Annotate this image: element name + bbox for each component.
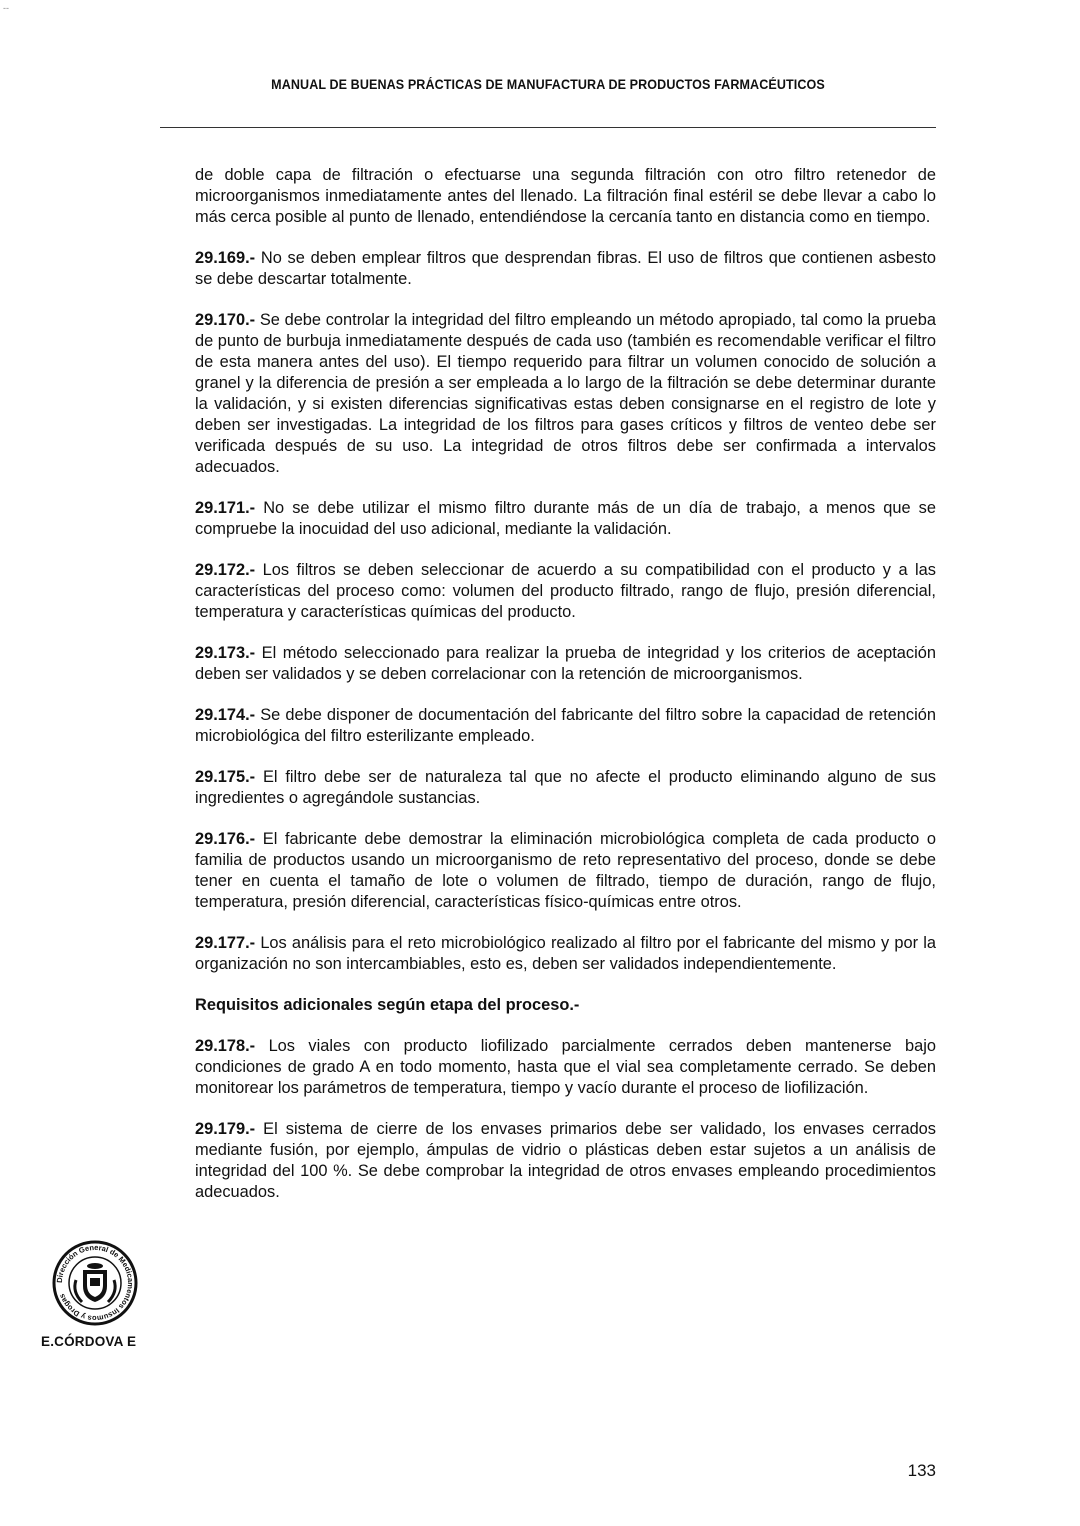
paragraph-number: 29.178.- [195, 1037, 256, 1055]
paragraph-number: 29.174.- [195, 706, 256, 724]
paragraph-29-175 [195, 767, 936, 809]
paragraph-number: 29.169.- [195, 249, 256, 267]
paragraph-text: No se deben emplear filtros que desprendan fibras. El uso de filtros que contienen asbesto se debe descartar totalmente. [195, 249, 936, 288]
paragraph-number: 29.177.- [195, 934, 256, 952]
paragraph-number: 29.176.- [195, 830, 256, 848]
paragraph-number: 29.171.- [195, 499, 256, 517]
paragraph-text: El método seleccionado para realizar la prueba de integridad y los criterios de aceptación deben ser validados y se deben correlacionar con la retención de microorganismos. [195, 644, 936, 683]
paragraph-29-170 [195, 310, 936, 478]
paragraph-text: Los filtros se deben seleccionar de acuerdo a su compatibilidad con el producto y a las características del proceso como: volumen del producto filtrado, rango de flujo, presión diferencial, temperatura y características químicas del producto. [195, 561, 936, 621]
section-heading: Requisitos adicionales según etapa del proceso.- [195, 996, 580, 1014]
page-number: 133 [907, 1461, 936, 1480]
paragraph-text: El fabricante debe demostrar la eliminación microbiológica completa de cada producto o familia de productos usando un microorganismo de reto representativo del proceso, donde se debe tener en cuenta el tamaño de lote o volumen de filtrado, tiempo de duración, rango de flujo, temperatura, presión diferencial, características físico-químicas entre otros. [195, 830, 936, 911]
paragraph-29-176 [195, 829, 936, 913]
seal-text: Dirección General de Medicamentos Insumos y Drogas [54, 1242, 136, 1324]
paragraph-number: 29.170.- [195, 311, 256, 329]
paragraph-29-179 [195, 1119, 936, 1203]
paragraph-text: El sistema de cierre de los envases primarios debe ser validado, los envases cerrados mediante fusión, por ejemplo, ámpulas de vidrio o plásticas deben estar sujetos a un análisis de integridad del 100 %. Se debe comprobar la integridad de otros envases empleando procedimientos adecuados. [195, 1120, 936, 1201]
scan-mark: -- [3, 3, 9, 13]
paragraph-29-177 [195, 933, 936, 975]
document-body [195, 165, 936, 1223]
paragraph-text: Se debe controlar la integridad del filtro empleando un método apropiado, tal como la prueba de punto de burbuja inmediatamente después de cada uso (también es recomendable verificar el filtro de esta manera antes del uso). El tiempo requerido para filtrar un volumen conocido de solución a granel y la diferencia de presión a ser empleada a lo largo de la filtración se debe determinar durante la validación, y si existen diferencias significativas estas deben consignarse en el registro de lote y deben ser investigadas. La integridad de los filtros para gases críticos y filtros de venteo debe ser verificada después de su uso. La integridad de otros filtros debe ser confirmada a intervalos adecuados. [195, 311, 936, 476]
signature-name: E.CÓRDOVA E [41, 1334, 137, 1349]
paragraph-text: Los viales con producto liofilizado parcialmente cerrados deben mantenerse bajo condiciones de grado A en todo momento, hasta que el vial sea completamente cerrado. Se deben monitorear los parámetros de temperatura, tiempo y vacío durante el proceso de liofilización. [195, 1037, 936, 1097]
paragraph-number: 29.173.- [195, 644, 256, 662]
paragraph-text: Se debe disponer de documentación del fabricante del filtro sobre la capacidad de retención microbiológica del filtro esterilizante empleado. [195, 706, 936, 745]
paragraph-29-173 [195, 643, 936, 685]
page-header-title: MANUAL DE BUENAS PRÁCTICAS DE MANUFACTURA DE PRODUCTOS FARMACÉUTICOS [271, 77, 825, 92]
header-rule [160, 127, 936, 128]
paragraph-number: 29.172.- [195, 561, 256, 579]
paragraph-29-172 [195, 560, 936, 623]
paragraph-number: 29.179.- [195, 1120, 256, 1138]
paragraph-text: Los análisis para el reto microbiológico realizado al filtro por el fabricante del mismo y por la organización no son intercambiables, esto es, deben ser validados independientemente. [195, 934, 936, 973]
paragraph-continuation [195, 165, 936, 228]
coat-of-arms-icon [75, 1263, 115, 1302]
official-seal [52, 1240, 138, 1326]
paragraph-29-174 [195, 705, 936, 747]
paragraph-number: 29.175.- [195, 768, 256, 786]
paragraph-text: de doble capa de filtración o efectuarse una segunda filtración con otro filtro retenedor de microorganismos inmediatamente antes del llenado. La filtración final estéril se debe llevar a cabo lo más cerca posible al punto de llenado, entendiéndose la cercanía tanto en distancia como en tiempo. [195, 166, 936, 226]
paragraph-29-178 [195, 1036, 936, 1099]
paragraph-29-171 [195, 498, 936, 540]
paragraph-29-169 [195, 248, 936, 290]
paragraph-text: El filtro debe ser de naturaleza tal que no afecte el producto eliminando alguno de sus ingredientes o agregándole sustancias. [195, 768, 936, 807]
paragraph-text: No se debe utilizar el mismo filtro durante más de un día de trabajo, a menos que se compruebe la inocuidad del uso adicional, mediante la validación. [195, 499, 936, 538]
